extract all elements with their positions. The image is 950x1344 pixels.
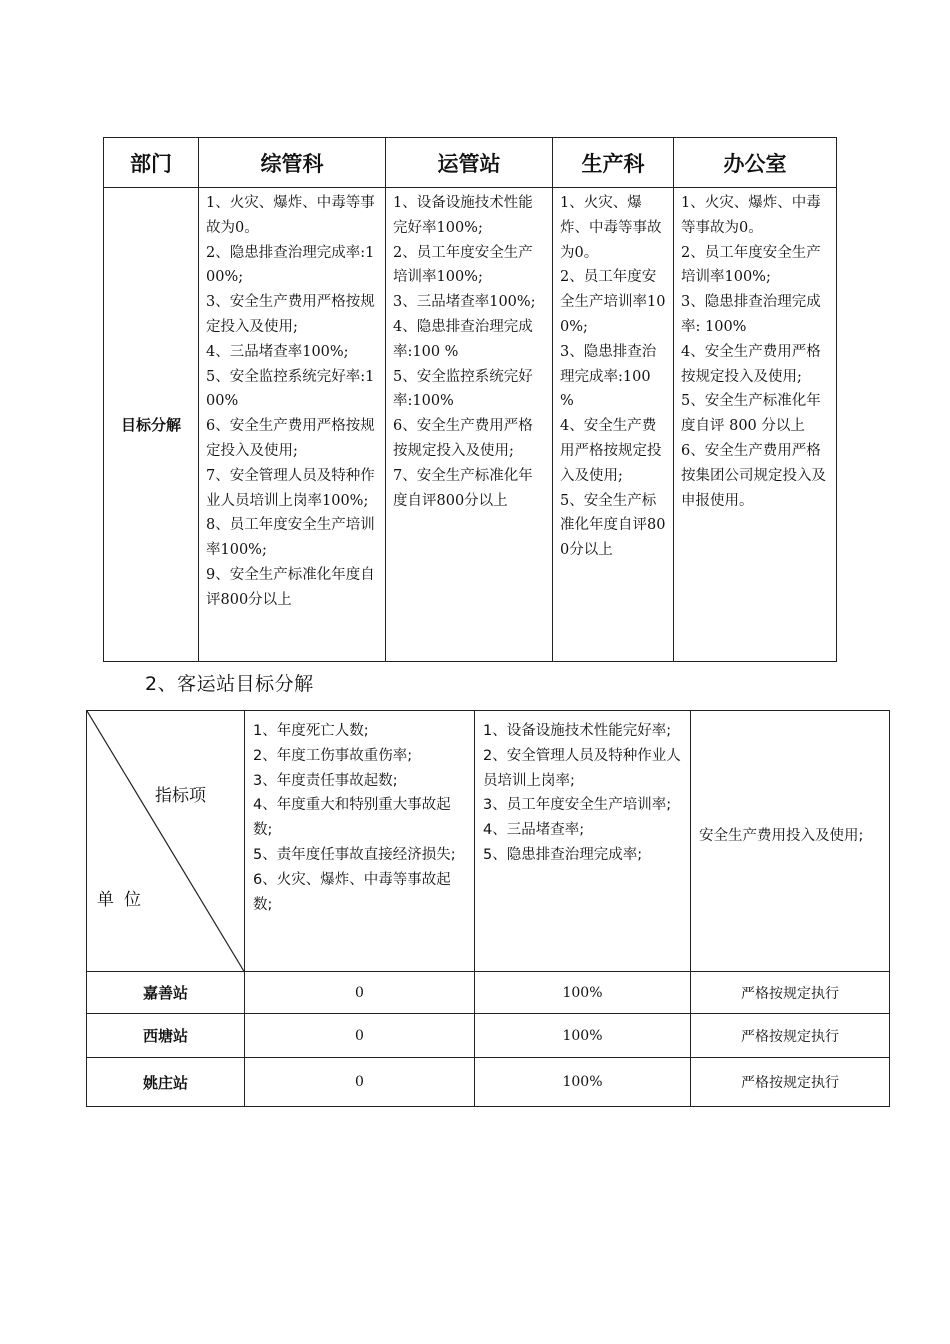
station-name: 姚庄站 bbox=[87, 1058, 245, 1107]
indicator-item: 5、责年度任事故直接经济损失; bbox=[253, 846, 456, 863]
target-item: 2、员工年度安全生产培训率100%; bbox=[393, 244, 533, 286]
target-item: 4、三品堵查率100%; bbox=[206, 343, 349, 360]
indicator-row bbox=[87, 711, 890, 972]
col-bangongshi bbox=[674, 188, 837, 662]
diagonal-line bbox=[87, 711, 245, 973]
diagonal-header-cell bbox=[87, 711, 245, 972]
section-heading: 2、客运站目标分解 bbox=[145, 673, 314, 695]
header-zongguanke: 综管科 bbox=[199, 138, 386, 188]
target-row bbox=[104, 188, 837, 662]
col-shengchanke bbox=[553, 188, 674, 662]
target-item: 1、火灾、爆炸、中毒等事故为0。 bbox=[560, 195, 662, 261]
target-item: 8、员工年度安全生产培训率100%; bbox=[206, 517, 375, 559]
target-item: 5、安全生产标准化年度自评 800 分以上 6、安全生产费用严格按集团公司规定投入及申报使用。 bbox=[681, 393, 826, 509]
target-item: 9、安全生产标准化年度自评800分以上 bbox=[206, 566, 375, 608]
station-name: 西塘站 bbox=[87, 1014, 245, 1058]
target-item: 7、安全管理人员及特种作业人员培训上岗率100%; bbox=[206, 467, 375, 509]
indicator-item: 4、年度重大和特别重大事故起数; bbox=[253, 797, 451, 839]
row-label: 目标分解 bbox=[104, 188, 199, 662]
header-row bbox=[104, 138, 837, 188]
value-cell: 0 bbox=[245, 972, 475, 1014]
indicator-item: 3、员工年度安全生产培训率; bbox=[483, 797, 672, 814]
indicator-group-2 bbox=[475, 711, 691, 972]
indicator-item: 2、安全管理人员及特种作业人员培训上岗率; bbox=[483, 747, 681, 789]
station-row bbox=[87, 1014, 890, 1058]
indicator-item: 1、设备设施技术性能完好率; bbox=[483, 723, 672, 739]
indicator-item: 5、隐患排查治理完成率; bbox=[483, 846, 643, 863]
indicator-item: 4、三品堵查率; bbox=[483, 822, 585, 839]
station-name: 嘉善站 bbox=[87, 972, 245, 1014]
value-cell: 100% bbox=[475, 972, 691, 1014]
target-item: 7、安全生产标准化年度自评800分以上 bbox=[393, 467, 533, 509]
header-yunguanzhan: 运管站 bbox=[386, 138, 553, 188]
indicator-item: 1、年度死亡人数; bbox=[253, 723, 369, 739]
indicator-item: 安全生产费用投入及使用; bbox=[699, 827, 864, 844]
target-item: 6、安全生产费用严格按规定投入及使用; bbox=[206, 418, 375, 459]
target-item: 5、安全监控系统完好率:100% bbox=[206, 368, 375, 410]
station-target-table bbox=[86, 710, 890, 1107]
col-zongguanke bbox=[199, 188, 386, 662]
value-cell: 100% bbox=[475, 1014, 691, 1058]
value-cell: 100% bbox=[475, 1058, 691, 1107]
indicator-item: 6、火灾、爆炸、中毒等事故起数; bbox=[253, 871, 451, 913]
department-target-table bbox=[103, 137, 837, 662]
indicator-group-1 bbox=[245, 711, 475, 972]
target-item: 4、隐患排查治理完成率:100 % bbox=[393, 318, 533, 360]
value-cell: 严格按规定执行 bbox=[691, 1014, 890, 1058]
target-item: 1、火灾、爆炸、中毒等事故为0。 bbox=[206, 195, 375, 236]
target-item: 3、隐患排查治理完成率: 100% bbox=[681, 294, 821, 335]
target-item: 1、火灾、爆炸、中毒等事故为0。 bbox=[681, 195, 821, 236]
target-item: 3、三品堵查率100%; bbox=[393, 294, 536, 311]
header-shengchanke: 生产科 bbox=[553, 138, 674, 188]
target-item: 6、安全生产费用严格按规定投入及使用; bbox=[393, 418, 533, 459]
target-item: 1、设备设施技术性能完好率100%; bbox=[393, 195, 533, 236]
target-item: 3、隐患排查治理完成率:100 % bbox=[560, 343, 657, 410]
value-cell: 0 bbox=[245, 1058, 475, 1107]
target-item: 2、员工年度安全生产培训率100%; bbox=[681, 244, 821, 286]
station-row bbox=[87, 1058, 890, 1107]
header-bangongshi: 办公室 bbox=[674, 138, 837, 188]
header-department: 部门 bbox=[104, 138, 199, 188]
corner-unit-label: 单位 bbox=[97, 890, 151, 910]
target-item: 5、安全监控系统完好率:100% bbox=[393, 368, 533, 410]
station-row bbox=[87, 972, 890, 1014]
target-item: 4、安全生产费用严格按规定投入及使用; bbox=[681, 343, 821, 385]
corner-indicator-label: 指标项 bbox=[155, 786, 206, 806]
indicator-item: 3、年度责任事故起数; bbox=[253, 772, 398, 789]
target-item: 2、员工年度安全生产培训率100%; bbox=[560, 269, 666, 335]
target-item: 5、安全生产标准化年度自评800分以上 bbox=[560, 492, 666, 559]
value-cell: 严格按规定执行 bbox=[691, 972, 890, 1014]
indicator-group-3 bbox=[691, 711, 890, 972]
target-item: 4、安全生产费用严格按规定投入及使用; bbox=[560, 418, 662, 484]
value-cell: 0 bbox=[245, 1014, 475, 1058]
target-item: 2、隐患排查治理完成率:100%; bbox=[206, 244, 375, 286]
value-cell: 严格按规定执行 bbox=[691, 1058, 890, 1107]
target-item: 3、安全生产费用严格按规定投入及使用; bbox=[206, 294, 375, 335]
indicator-item: 2、年度工伤事故重伤率; bbox=[253, 747, 413, 764]
col-yunguanzhan bbox=[386, 188, 553, 662]
